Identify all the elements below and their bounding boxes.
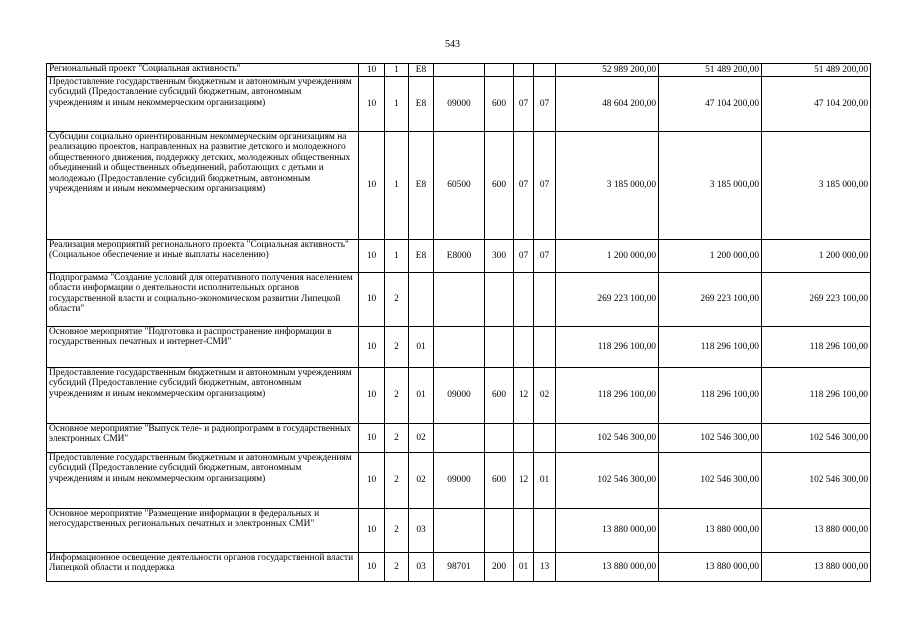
table-row: [47, 368, 871, 424]
cell-code-6: [514, 273, 534, 327]
cell-code-1: 10: [359, 424, 385, 453]
cell-code-5: 600: [485, 453, 514, 509]
cell-code-4: [434, 327, 485, 368]
cell-code-6: [514, 64, 534, 77]
cell-code-4: [434, 509, 485, 553]
cell-code-6: 12: [514, 453, 534, 509]
cell-amount-2: 118 296 100,00: [659, 368, 762, 424]
cell-code-7: 07: [534, 132, 556, 240]
cell-code-3: 02: [409, 453, 434, 509]
cell-amount-1: 102 546 300,00: [556, 453, 659, 509]
cell-code-3: E8: [409, 64, 434, 77]
cell-code-7: [534, 424, 556, 453]
cell-code-4: 60500: [434, 132, 485, 240]
cell-code-7: [534, 509, 556, 553]
cell-code-4: 98701: [434, 553, 485, 582]
cell-amount-2: 269 223 100,00: [659, 273, 762, 327]
cell-code-5: 600: [485, 368, 514, 424]
cell-code-3: 03: [409, 509, 434, 553]
cell-code-4: [434, 273, 485, 327]
cell-code-6: 07: [514, 77, 534, 132]
cell-code-2: 2: [385, 368, 409, 424]
cell-code-6: [514, 509, 534, 553]
cell-code-4: E8000: [434, 240, 485, 273]
cell-amount-3: 118 296 100,00: [762, 327, 871, 368]
cell-amount-3: 118 296 100,00: [762, 368, 871, 424]
cell-amount-2: 118 296 100,00: [659, 327, 762, 368]
cell-code-5: 300: [485, 240, 514, 273]
cell-code-2: 1: [385, 77, 409, 132]
cell-amount-3: 1 200 000,00: [762, 240, 871, 273]
cell-code-4: 09000: [434, 453, 485, 509]
cell-code-5: [485, 424, 514, 453]
cell-amount-1: 118 296 100,00: [556, 368, 659, 424]
budget-table: [46, 63, 871, 582]
cell-amount-1: 13 880 000,00: [556, 553, 659, 582]
cell-code-7: 07: [534, 77, 556, 132]
cell-code-2: 2: [385, 553, 409, 582]
cell-code-4: [434, 64, 485, 77]
cell-code-7: [534, 273, 556, 327]
table-row: [47, 77, 871, 132]
cell-code-3: 01: [409, 327, 434, 368]
cell-name: Основное мероприятие "Размещение информации в федеральных и негосударственных региональных печатных и электронных СМИ": [47, 509, 359, 553]
cell-amount-1: 13 880 000,00: [556, 509, 659, 553]
cell-code-2: 2: [385, 273, 409, 327]
cell-code-3: 03: [409, 553, 434, 582]
cell-code-4: [434, 424, 485, 453]
cell-amount-1: 52 989 200,00: [556, 64, 659, 77]
cell-amount-3: 13 880 000,00: [762, 553, 871, 582]
table-row: [47, 453, 871, 509]
cell-name: Региональный проект "Социальная активность": [47, 64, 359, 77]
cell-code-2: 1: [385, 240, 409, 273]
cell-amount-2: 13 880 000,00: [659, 509, 762, 553]
cell-amount-2: 51 489 200,00: [659, 64, 762, 77]
cell-code-5: [485, 273, 514, 327]
cell-code-2: 2: [385, 453, 409, 509]
table-row: [47, 327, 871, 368]
cell-amount-1: 48 604 200,00: [556, 77, 659, 132]
cell-name: Основное мероприятие "Выпуск теле- и радиопрограмм в государственных электронных СМИ": [47, 424, 359, 453]
cell-code-1: 10: [359, 368, 385, 424]
cell-code-5: [485, 509, 514, 553]
cell-amount-3: 13 880 000,00: [762, 509, 871, 553]
cell-code-7: 01: [534, 453, 556, 509]
cell-amount-2: 102 546 300,00: [659, 424, 762, 453]
cell-code-6: [514, 424, 534, 453]
cell-code-6: 07: [514, 132, 534, 240]
cell-code-1: 10: [359, 509, 385, 553]
cell-code-3: [409, 273, 434, 327]
table-row: [47, 509, 871, 553]
cell-code-1: 10: [359, 240, 385, 273]
cell-amount-3: 269 223 100,00: [762, 273, 871, 327]
table-row: [47, 553, 871, 582]
table-row: [47, 240, 871, 273]
cell-name: Субсидии социально ориентированным некоммерческим организациям на реализацию проектов, направленных на развитие детского и молодежного общественного движения, поддержку детских, молодежных общественных объединений и общественных объединений, работающих с детьми и молодежью (Предоставление субсидий бюджетным, автономным учреждениям и иным некоммерческим организациям): [47, 132, 359, 240]
cell-code-1: 10: [359, 64, 385, 77]
cell-name: Предоставление государственным бюджетным и автономным учреждениям субсидий (Предоставление субсидий бюджетным, автономным учреждениям и иным некоммерческим организациям): [47, 368, 359, 424]
cell-code-4: 09000: [434, 77, 485, 132]
cell-code-1: 10: [359, 273, 385, 327]
cell-amount-2: 3 185 000,00: [659, 132, 762, 240]
cell-code-2: 1: [385, 64, 409, 77]
cell-amount-2: 47 104 200,00: [659, 77, 762, 132]
cell-code-7: 02: [534, 368, 556, 424]
table-row: [47, 424, 871, 453]
cell-amount-1: 269 223 100,00: [556, 273, 659, 327]
cell-amount-2: 13 880 000,00: [659, 553, 762, 582]
cell-code-7: 07: [534, 240, 556, 273]
cell-amount-1: 3 185 000,00: [556, 132, 659, 240]
cell-code-7: [534, 327, 556, 368]
cell-code-1: 10: [359, 132, 385, 240]
cell-code-5: [485, 64, 514, 77]
cell-code-3: E8: [409, 240, 434, 273]
cell-code-7: 13: [534, 553, 556, 582]
cell-code-1: 10: [359, 77, 385, 132]
table-row: [47, 132, 871, 240]
cell-name: Предоставление государственным бюджетным и автономным учреждениям субсидий (Предоставление субсидий бюджетным, автономным учреждениям и иным некоммерческим организациям): [47, 77, 359, 132]
cell-code-4: 09000: [434, 368, 485, 424]
table-row: [47, 273, 871, 327]
table-row: [47, 64, 871, 77]
cell-name: Информационное освещение деятельности органов государственной власти Липецкой области и поддержка: [47, 553, 359, 582]
cell-name: Основное мероприятие "Подготовка и распространение информации в государственных печатных и интернет-СМИ": [47, 327, 359, 368]
cell-code-1: 10: [359, 553, 385, 582]
cell-amount-3: 102 546 300,00: [762, 424, 871, 453]
cell-code-3: 01: [409, 368, 434, 424]
cell-amount-3: 102 546 300,00: [762, 453, 871, 509]
cell-amount-1: 1 200 000,00: [556, 240, 659, 273]
cell-code-5: [485, 327, 514, 368]
cell-code-3: E8: [409, 77, 434, 132]
cell-amount-1: 118 296 100,00: [556, 327, 659, 368]
cell-code-5: 200: [485, 553, 514, 582]
cell-code-7: [534, 64, 556, 77]
page-number: 543: [445, 39, 460, 50]
cell-code-2: 2: [385, 327, 409, 368]
cell-code-1: 10: [359, 453, 385, 509]
cell-name: Реализация мероприятий регионального проекта "Социальная активность" (Социальное обеспечение и иные выплаты населению): [47, 240, 359, 273]
cell-code-6: 01: [514, 553, 534, 582]
cell-code-2: 2: [385, 424, 409, 453]
cell-code-6: [514, 327, 534, 368]
cell-code-2: 2: [385, 509, 409, 553]
cell-code-3: E8: [409, 132, 434, 240]
cell-code-5: 600: [485, 132, 514, 240]
cell-amount-3: 3 185 000,00: [762, 132, 871, 240]
cell-code-1: 10: [359, 327, 385, 368]
cell-amount-3: 47 104 200,00: [762, 77, 871, 132]
cell-code-6: 07: [514, 240, 534, 273]
cell-amount-2: 1 200 000,00: [659, 240, 762, 273]
cell-amount-3: 51 489 200,00: [762, 64, 871, 77]
cell-amount-1: 102 546 300,00: [556, 424, 659, 453]
cell-code-5: 600: [485, 77, 514, 132]
cell-name: Подпрограмма "Создание условий для оперативного получения населением области информации о деятельности исполнительных органов государственной власти и социально-экономическом развитии Липецкой области": [47, 273, 359, 327]
cell-amount-2: 102 546 300,00: [659, 453, 762, 509]
cell-code-3: 02: [409, 424, 434, 453]
cell-name: Предоставление государственным бюджетным и автономным учреждениям субсидий (Предоставление субсидий бюджетным, автономным учреждениям и иным некоммерческим организациям): [47, 453, 359, 509]
cell-code-2: 1: [385, 132, 409, 240]
cell-code-6: 12: [514, 368, 534, 424]
